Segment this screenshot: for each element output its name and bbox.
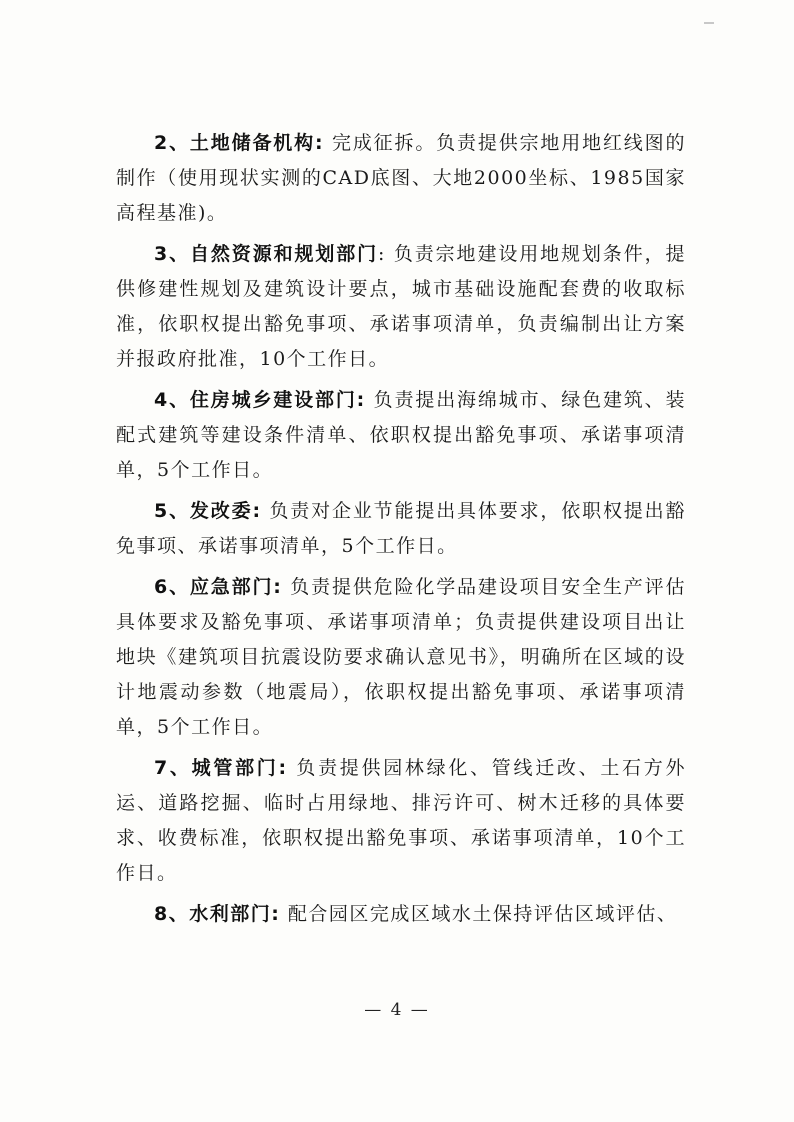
paragraph-number: 6、 bbox=[154, 576, 190, 598]
paragraph-urban-management bbox=[116, 751, 686, 891]
paragraph-number: 4、 bbox=[154, 389, 190, 411]
paragraph-body: 负责提出海绵城市、绿色建筑、装配式建筑等建设条件清单、依职权提出豁免事项、承诺事项清单，5个工作日。 bbox=[116, 389, 686, 481]
paragraph-heading: 水利部门: bbox=[189, 903, 281, 925]
paragraph-number: 2、 bbox=[154, 132, 190, 154]
paragraph-body: 负责提供园林绿化、管线迁改、土石方外运、道路挖掘、临时占用绿地、排污许可、树木迁移的具体要求、收费标准，依职权提出豁免事项、承诺事项清单，10个工作日。 bbox=[116, 757, 686, 884]
paragraph-heading: 发改委: bbox=[189, 500, 262, 522]
paragraph-land-reserve bbox=[116, 126, 686, 231]
paragraph-number: 5、 bbox=[154, 500, 190, 522]
paragraph-heading: 土地储备机构: bbox=[189, 132, 325, 154]
page-content bbox=[116, 126, 686, 932]
paragraph-housing-construction bbox=[116, 383, 686, 488]
paragraph-number: 7、 bbox=[154, 757, 192, 779]
paragraph-number: 8、 bbox=[154, 903, 190, 925]
paragraph-water-conservancy bbox=[116, 897, 686, 932]
paragraph-number: 3、 bbox=[154, 243, 191, 265]
paragraph-body: 负责提供危险化学品建设项目安全生产评估具体要求及豁免事项、承诺事项清单；负责提供建设项目出让地块《建筑项目抗震设防要求确认意见书》，明确所在区域的设计地震动参数（地震局），依职权提出豁免事项、承诺事项清单，5个工作日。 bbox=[116, 576, 686, 738]
paragraph-heading: 住房城乡建设部门: bbox=[189, 389, 366, 411]
paragraph-heading: 应急部门: bbox=[189, 576, 283, 598]
paragraph-heading: 城管部门: bbox=[191, 757, 288, 779]
page-number: — 4 — bbox=[364, 1000, 430, 1020]
paragraph-emergency bbox=[116, 570, 686, 745]
paragraph-body: 配合园区完成区域水土保持评估区域评估、 bbox=[287, 903, 678, 925]
paragraph-body: : 负责宗地建设用地规划条件，提供修建性规划及建筑设计要点，城市基础设施配套费的收取标准，依职权提出豁免事项、承诺事项清单，负责编制出让方案并报政府批准，10个工作日。 bbox=[116, 243, 686, 370]
paragraph-body: 完成征拆。负责提供宗地用地红线图的制作（使用现状实测的CAD底图、大地2000坐标、1985国家高程基准)。 bbox=[116, 132, 686, 224]
paragraph-natural-resources bbox=[116, 237, 686, 377]
paragraph-heading: 自然资源和规划部门 bbox=[190, 243, 379, 265]
paragraph-development-reform bbox=[116, 494, 686, 564]
paragraph-body: 负责对企业节能提出具体要求，依职权提出豁免事项、承诺事项清单，5个工作日。 bbox=[116, 500, 686, 557]
scan-mark bbox=[704, 22, 714, 24]
